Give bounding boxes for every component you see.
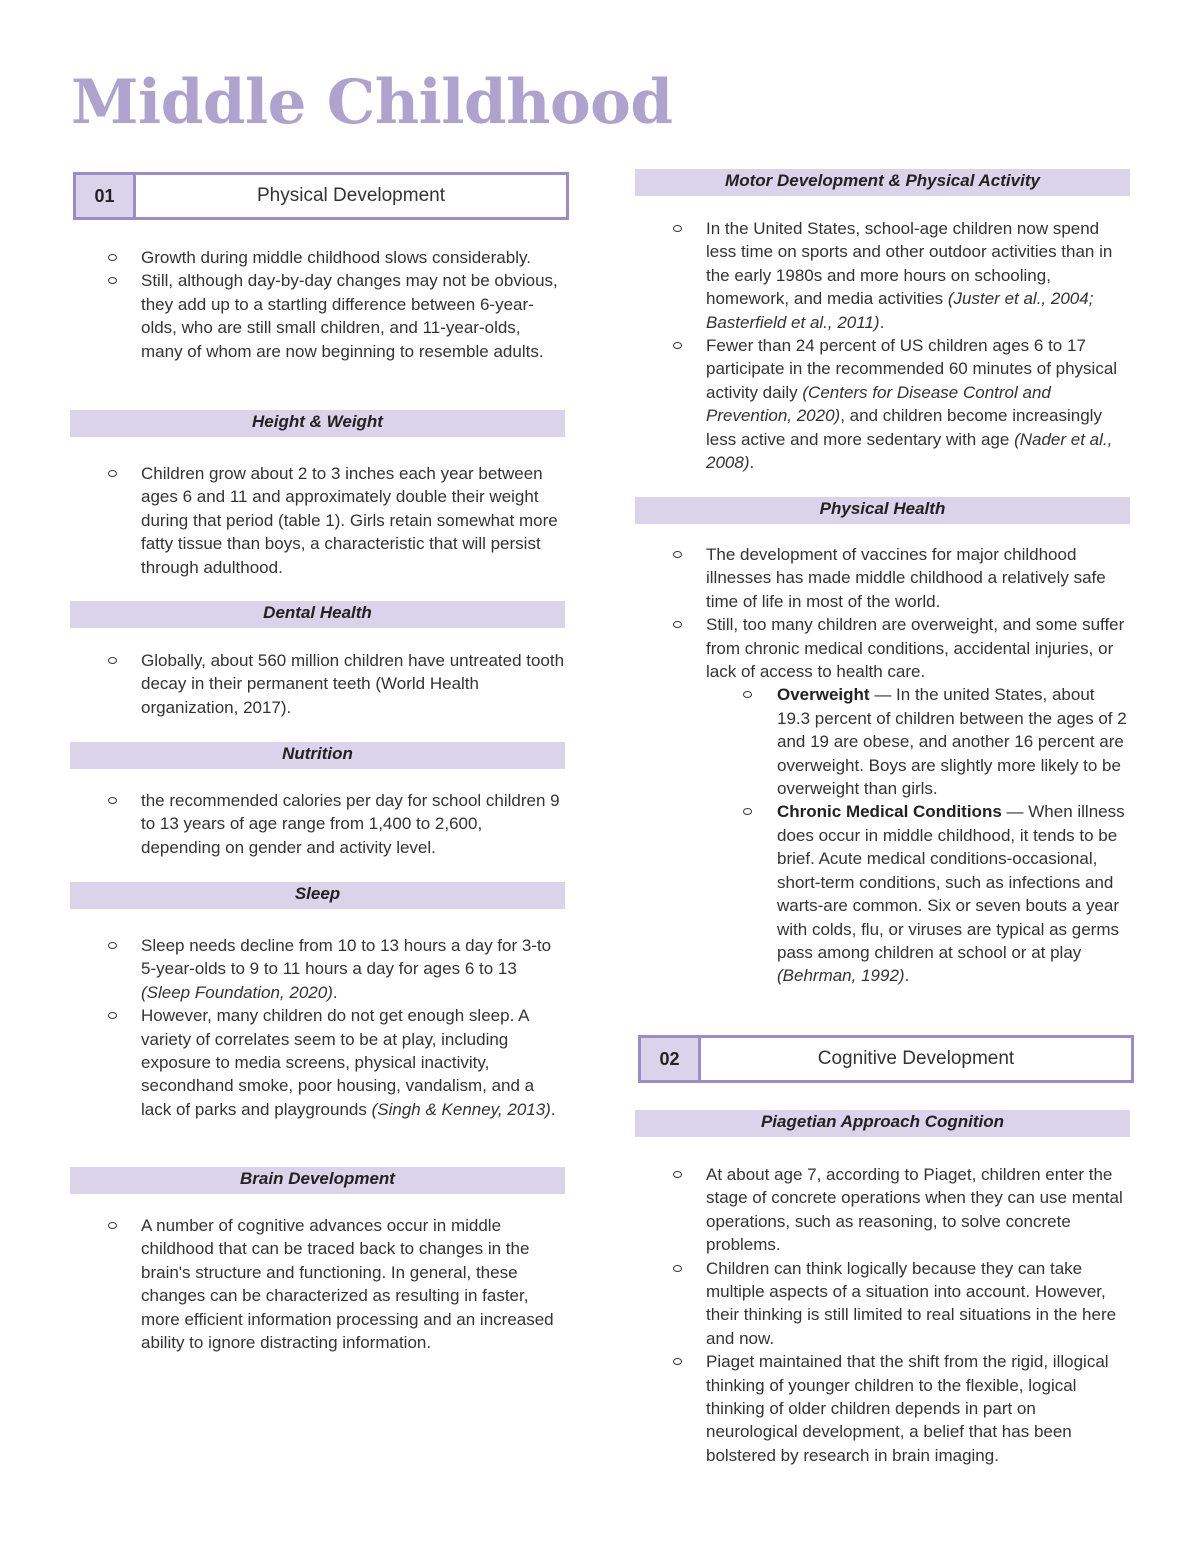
list-item: At about age 7, according to Piaget, children enter the stage of concrete operations when they can use mental operations, such as reasoning, to solve concrete problems. (635, 1163, 1131, 1257)
section-header-physical-development (73, 172, 569, 220)
sub-list-item (706, 800, 1131, 987)
citation: (Centers for Disease Control and Prevention, 2020) (706, 382, 1051, 426)
motor-list (635, 217, 1131, 474)
item-text: Still, too many children are overweight, and some suffer from chronic medical conditions, accidental injuries, or lack of access to health care. (706, 615, 1125, 682)
item-end: . (332, 982, 338, 1002)
list-item: Globally, about 560 million children have untreated tooth decay in their permanent teeth (World Health organization, 2017). (70, 649, 566, 719)
list-item: Children grow about 2 to 3 inches each year between ages 6 and 11 and approximately double their weight during that period (table 1). Girls retain somewhat more fatty tissue than boys, a characteristic that will persist through adulthood. (70, 462, 566, 579)
physical-health-list (635, 543, 1131, 988)
nutrition-list (70, 789, 566, 859)
intro-list (70, 246, 566, 363)
list-item: Children can think logically because they can take multiple aspects of a situation into account. However, their thinking is still limited to real situations in the here and now. (635, 1257, 1131, 1351)
subheading-brain-development: Brain Development (70, 1167, 565, 1194)
height-weight-list (70, 462, 566, 579)
item-text: Sleep needs decline from 10 to 13 hours a day for 3-to 5-year-olds to 9 to 11 hours a day for ages 6 to 13 (141, 936, 552, 979)
list-item: A number of cognitive advances occur in middle childhood that can be traced back to changes in the brain's structure and functioning. In general, these changes can be characterized as resulting in faster, more efficient information processing and an increased ability to ignore distracting information. (70, 1214, 566, 1354)
section-title: Cognitive Development (817, 1048, 1015, 1069)
page-title: Middle Childhood (71, 67, 673, 138)
list-item (70, 934, 566, 1004)
list-item: the recommended calories per day for school children 9 to 13 years of age range from 1,400 to 2,600, depending on gender and activity level. (70, 789, 566, 859)
section-title: Physical Development (257, 185, 445, 206)
list-item (635, 334, 1131, 474)
subheading-sleep: Sleep (70, 882, 565, 909)
dental-list (70, 649, 566, 719)
list-item (635, 217, 1131, 334)
list-item (70, 1004, 566, 1121)
subheading-motor-development: Motor Development & Physical Activity (635, 169, 1130, 196)
item-label: Overweight (777, 685, 870, 705)
subheading-height-weight: Height & Weight (70, 410, 565, 437)
subheading-physical-health: Physical Health (635, 497, 1130, 524)
list-item: Still, although day-by-day changes may not be obvious, they add up to a startling difference between 6-year-olds, who are still small children, and 11-year-olds, many of whom are now beginning to resemble adults. (70, 269, 566, 363)
list-item: Piaget maintained that the shift from the rigid, illogical thinking of younger children to the flexible, logical thinking of older children depends in part on neurological development, a belief that has been bolstered by research in brain imaging. (635, 1350, 1131, 1467)
list-item (635, 613, 1131, 988)
citation: (Juster et al., 2004; Basterfield et al., 2011) (706, 289, 1094, 332)
item-text: Fewer than 24 percent of US children ages 6 to 17 participate in the recommended 60 minutes of physical activity daily (706, 336, 1118, 402)
item-text: However, many children do not get enough sleep. A variety of correlates seem to be at play, including exposure to media screens, physical inactivity, secondhand smoke, poor housing, vandalism, and a lack of parks and playgrounds (141, 1006, 535, 1119)
citation: (Sleep Foundation, 2020) (141, 982, 333, 1002)
subheading-nutrition: Nutrition (70, 742, 565, 769)
list-item: Growth during middle childhood slows considerably. (70, 246, 566, 269)
item-end: . (904, 966, 910, 986)
item-text: In the United States, school-age children now spend less time on sports and other outdoor activities than in the early 1980s and more hours on schooling, homework, and media activities (706, 219, 1113, 309)
item-label: Chronic Medical Conditions (777, 802, 1002, 822)
list-item: The development of vaccines for major childhood illnesses has made middle childhood a relatively safe time of life in most of the world. (635, 543, 1131, 613)
subheading-dental-health: Dental Health (70, 601, 565, 628)
section-number: 01 (76, 175, 136, 217)
citation: (Nader et al., 2008) (706, 429, 1113, 473)
citation: (Singh & Kenney, 2013) (371, 1099, 551, 1119)
item-text: — When illness does occur in middle childhood, it tends to be brief. Acute medical conditions-occasional, short-term conditions, such as infections and warts-are common. Six or seven bouts a year with colds, flu, or viruses are typical as germs pass among children at school or at play (777, 802, 1125, 962)
item-end: . (550, 1099, 556, 1119)
item-end: . (879, 312, 885, 332)
piaget-list (635, 1163, 1131, 1467)
citation: (Behrman, 1992) (777, 966, 905, 986)
sleep-list (70, 934, 566, 1121)
sub-list-item (706, 683, 1131, 800)
item-mid: , and children become increasingly less active and more sedentary with age (706, 406, 1102, 449)
physical-health-sublist (706, 683, 1131, 987)
item-text: — In the united States, about 19.3 percent of children between the ages of 2 and 19 are obese, and another 16 percent are overweight. Boys are slightly more likely to be overweight than girls. (777, 685, 1127, 799)
brain-list (70, 1214, 566, 1354)
subheading-piagetian-approach: Piagetian Approach Cognition (635, 1110, 1130, 1137)
item-end: . (749, 453, 755, 473)
section-header-cognitive-development (638, 1035, 1134, 1083)
section-number: 02 (641, 1038, 701, 1080)
